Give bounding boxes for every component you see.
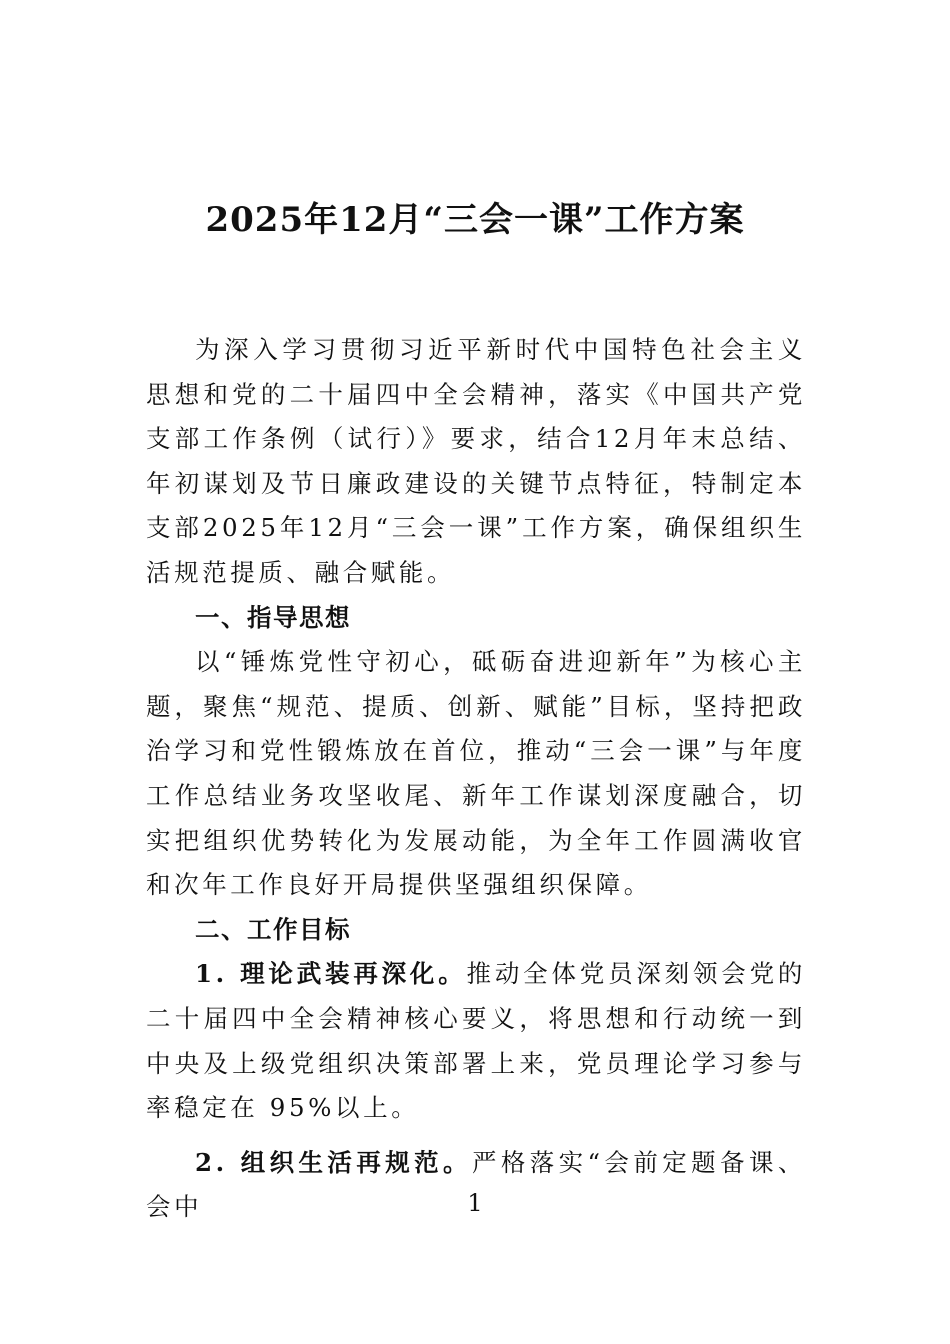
intro-paragraph: 为深入学习贯彻习近平新时代中国特色社会主义思想和党的二十届四中全会精神，落实《中国共产党支部工作条例（试行）》要求，结合12月年末总结、年初谋划及节日廉政建设的关键节点特征，特制定本支部2025年12月“三会一课”工作方案，确保组织生活规范提质、融合赋能。 [146, 335, 806, 587]
document-body [146, 328, 806, 1230]
goal-item-1 [146, 952, 806, 1130]
guiding-thought-paragraph: 以“锤炼党性守初心，砥砺奋进迎新年”为核心主题，聚焦“规范、提质、创新、赋能”目标，坚持把政治学习和党性锻炼放在首位，推动“三会一课”与年度工作总结业务攻坚收尾、新年工作谋划深度融合，切实把组织优势转化为发展动能，为全年工作圆满收官和次年工作良好开局提供坚强组织保障。 [146, 647, 806, 900]
page-number: 1 [467, 1189, 483, 1217]
goal-item-1-text: 推动全体党员深刻领会党的二十届四中全会精神核心要义，将思想和行动统一到中央及上级党组织决策部署上来，党员理论学习参与率稳定在 95%以上。 [146, 959, 806, 1123]
goal-item-2-lead: 2. 组织生活再规范。 [195, 1147, 472, 1177]
section-heading-guiding-thought: 一、指导思想 [195, 602, 351, 632]
section-heading-work-goals: 二、工作目标 [195, 914, 351, 944]
goal-item-2-text: 严格落实“会前定题备课、会中 [146, 1147, 806, 1222]
document-title: 2025年12月“三会一课”工作方案 [205, 200, 745, 240]
goal-item-1-lead: 1. 理论武装再深化。 [195, 959, 467, 989]
